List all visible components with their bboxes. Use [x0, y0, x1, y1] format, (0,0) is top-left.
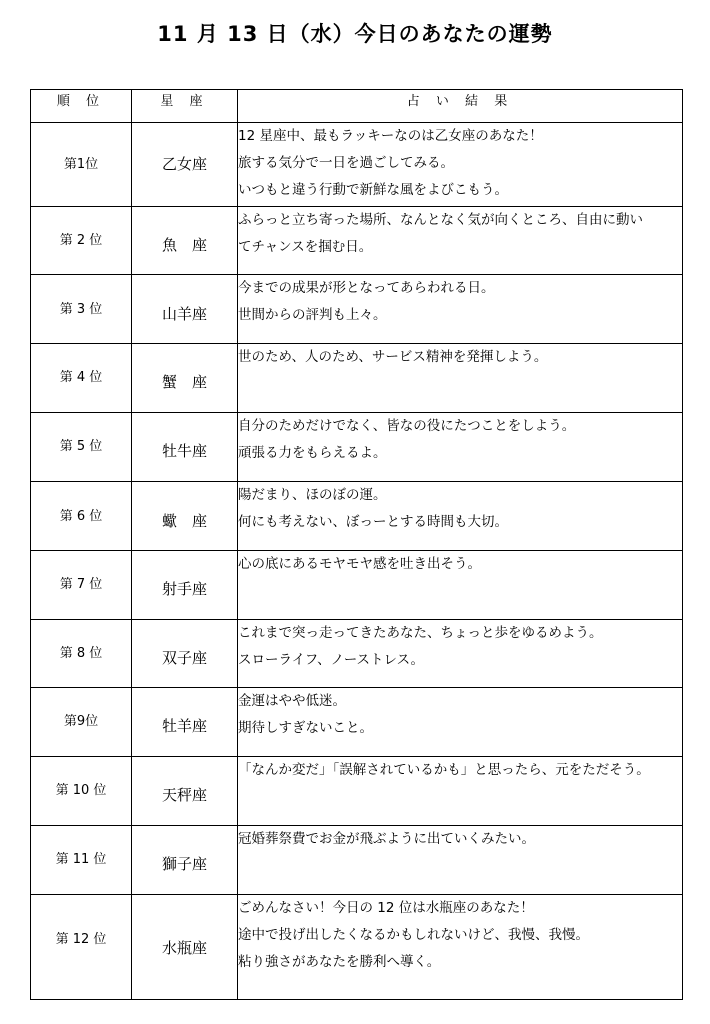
- page-title: 11 月 13 日（水）今日のあなたの運勢: [157, 22, 553, 46]
- result-line: 陽だまり、ほのぼの運。: [238, 487, 387, 503]
- rank-label: 第1位: [63, 157, 99, 172]
- result-cell: [238, 344, 683, 413]
- rank-cell: [31, 275, 132, 344]
- result-line: これまで突っ走ってきたあなた、ちょっと歩をゆるめよう。: [238, 625, 603, 641]
- rank-cell: [31, 826, 132, 895]
- result-line: 旅する気分で一日を過ごしてみる。: [238, 155, 454, 171]
- result-cell: [238, 551, 683, 620]
- table-row: [31, 895, 683, 1000]
- sign-cell: [132, 895, 238, 1000]
- result-line: 金運はやや低迷。: [238, 693, 346, 709]
- rank-cell: [31, 757, 132, 826]
- sign-label: 魚 座: [161, 236, 207, 254]
- rank-label: 第 8 位: [59, 646, 103, 661]
- fortune-table: [30, 89, 683, 1000]
- sign-label: 牡牛座: [161, 442, 207, 460]
- sign-cell: [132, 551, 238, 620]
- rank-label: 第9位: [63, 714, 99, 729]
- rank-cell: [31, 895, 132, 1000]
- result-cell: [238, 482, 683, 551]
- result-cell: [238, 275, 683, 344]
- sign-cell: [132, 826, 238, 895]
- rank-cell: [31, 620, 132, 688]
- header-rank: 順 位: [31, 90, 132, 123]
- result-cell: [238, 207, 683, 275]
- result-line: 12 星座中、最もラッキーなのは乙女座のあなた！: [238, 128, 543, 144]
- result-line: 心の底にあるモヤモヤ感を吐き出そう。: [238, 556, 481, 572]
- sign-cell: [132, 123, 238, 207]
- sign-cell: [132, 757, 238, 826]
- rank-label: 第 12 位: [55, 932, 107, 947]
- result-cell: [238, 123, 683, 207]
- rank-label: 第 6 位: [59, 509, 103, 524]
- rank-label: 第 10 位: [55, 783, 107, 798]
- header-sign: 星 座: [132, 90, 238, 123]
- result-line: いつもと違う行動で新鮮な風をよびこもう。: [238, 182, 508, 198]
- result-line: 冠婚葬祭費でお金が飛ぶように出ていくみたい。: [238, 831, 535, 847]
- header-result: 占 い 結 果: [238, 90, 683, 123]
- result-cell: [238, 688, 683, 757]
- rank-cell: [31, 688, 132, 757]
- rank-cell: [31, 482, 132, 551]
- sign-cell: [132, 620, 238, 688]
- table-row: [31, 757, 683, 826]
- sign-label: 射手座: [161, 580, 207, 598]
- sign-label: 蟹 座: [161, 373, 207, 391]
- table-row: [31, 688, 683, 757]
- sign-cell: [132, 413, 238, 482]
- result-line: 自分のためだけでなく、皆なの役にたつことをしよう。: [238, 418, 576, 434]
- sign-cell: [132, 275, 238, 344]
- table-row: [31, 344, 683, 413]
- result-line: 「なんか変だ」「誤解されているかも」と思ったら、元をただそう。: [238, 762, 650, 778]
- sign-cell: [132, 344, 238, 413]
- sign-label: 水瓶座: [161, 939, 207, 957]
- rank-label: 第 3 位: [59, 302, 103, 317]
- table-row: [31, 482, 683, 551]
- result-line: 粘り強さがあなたを勝利へ導く。: [238, 954, 441, 970]
- result-line: ふらっと立ち寄った場所、なんとなく気が向くところ、自由に動い: [238, 212, 643, 228]
- sign-label: 獅子座: [161, 855, 207, 873]
- table-row: [31, 275, 683, 344]
- rank-label: 第 2 位: [59, 233, 103, 248]
- rank-label: 第 11 位: [55, 852, 107, 867]
- rank-label: 第 4 位: [59, 370, 103, 385]
- table-header-row: [31, 90, 683, 123]
- result-cell: [238, 895, 683, 1000]
- table-row: [31, 413, 683, 482]
- result-line: 途中で投げ出したくなるかもしれないけど、我慢、我慢。: [238, 927, 589, 943]
- table-row: [31, 826, 683, 895]
- table-row: [31, 207, 683, 275]
- result-cell: [238, 757, 683, 826]
- sign-label: 天秤座: [161, 786, 207, 804]
- result-line: ごめんなさい！今日の 12 位は水瓶座のあなた！: [238, 900, 534, 916]
- rank-label: 第 5 位: [59, 439, 103, 454]
- result-line: 世間からの評判も上々。: [238, 307, 387, 323]
- rank-label: 第 7 位: [59, 577, 103, 592]
- rank-cell: [31, 551, 132, 620]
- rank-cell: [31, 344, 132, 413]
- result-line: 何にも考えない、ぼっーとする時間も大切。: [238, 514, 508, 530]
- sign-label: 双子座: [161, 649, 207, 667]
- result-cell: [238, 620, 683, 688]
- result-line: てチャンスを掴む日。: [238, 239, 373, 255]
- result-line: 頑張る力をもらえるよ。: [238, 445, 387, 461]
- rank-cell: [31, 207, 132, 275]
- sign-cell: [132, 482, 238, 551]
- result-line: 今までの成果が形となってあらわれる日。: [238, 280, 495, 296]
- result-cell: [238, 826, 683, 895]
- sign-label: 山羊座: [161, 305, 207, 323]
- sign-label: 蠍 座: [161, 512, 207, 530]
- result-cell: [238, 413, 683, 482]
- table-row: [31, 551, 683, 620]
- sign-label: 乙女座: [161, 155, 207, 173]
- sign-cell: [132, 207, 238, 275]
- result-line: 世のため、人のため、サービス精神を発揮しよう。: [238, 349, 548, 365]
- table-row: [31, 123, 683, 207]
- rank-cell: [31, 123, 132, 207]
- sign-cell: [132, 688, 238, 757]
- result-line: スローライフ、ノーストレス。: [238, 652, 425, 668]
- table-row: [31, 620, 683, 688]
- rank-cell: [31, 413, 132, 482]
- sign-label: 牡羊座: [161, 717, 207, 735]
- result-line: 期待しすぎないこと。: [238, 720, 373, 736]
